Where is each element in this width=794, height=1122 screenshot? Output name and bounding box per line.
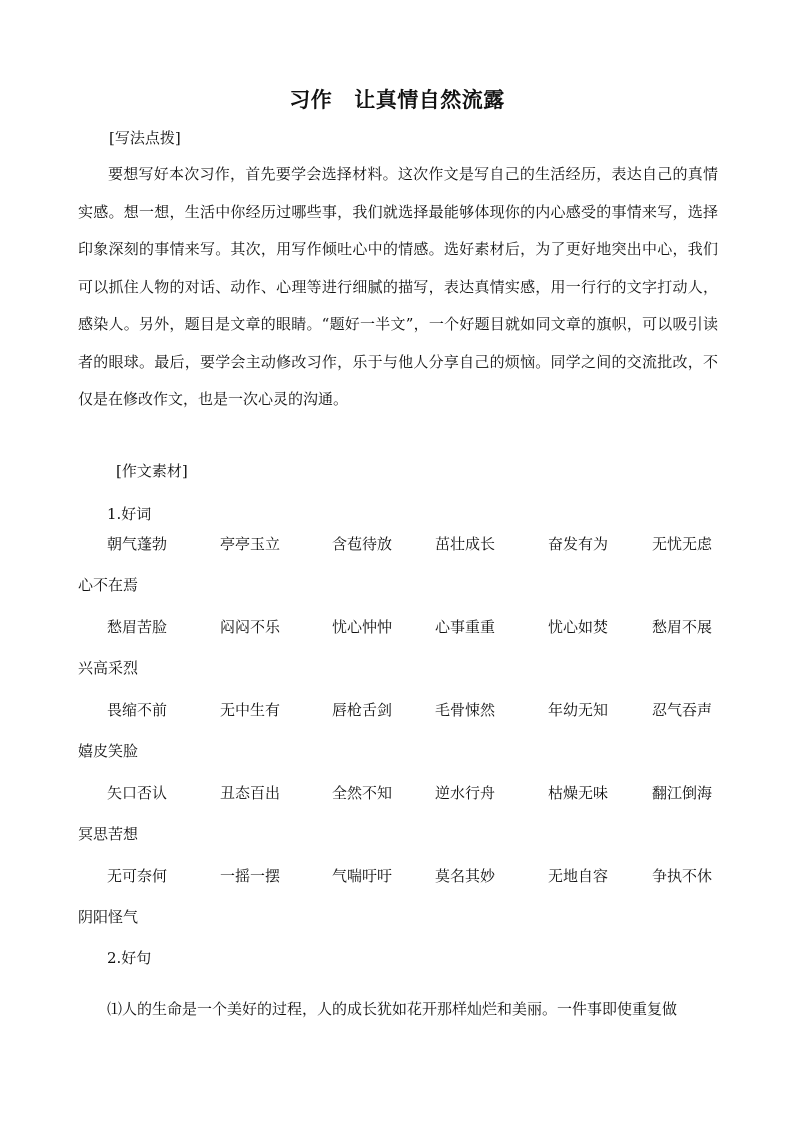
good-word: 亭亭玉立: [220, 535, 281, 553]
good-word: 无可奈何: [107, 867, 168, 885]
materials-heading: [作文素材]: [116, 462, 188, 480]
good-word: 愁眉苦脸: [107, 618, 168, 636]
word-row: [107, 782, 727, 804]
good-word: 争执不休: [652, 867, 713, 885]
word-row: [107, 699, 727, 721]
good-sentence: ⑴人的生命是一个美好的过程，人的成长犹如花开那样灿烂和美丽。一件事即使重复做: [107, 1000, 678, 1018]
good-word: 茁壮成长: [435, 535, 496, 553]
word-row: [107, 533, 727, 555]
good-word: 气喘吁吁: [332, 867, 393, 885]
good-word-wrapped: 心不在焉: [78, 576, 139, 594]
good-word: 矢口否认: [107, 784, 168, 802]
good-word-wrapped: 兴高采烈: [78, 659, 139, 677]
writing-tips-paragraph: 要想写好本次习作，首先要学会选择材料。这次作文是写自己的生活经历，表达自己的真情实感。想一想，生活中你经历过哪些事，我们就选择最能够体现你的内心感受的事情来写，选择印象深刻的事情来写。其次，用写作倾吐心中的情感。选好素材后，为了更好地突出中心，我们可以抓住人物的对话、动作、心理等进行细腻的描写，表达真情实感，用一行行的文字打动人，感染人。另外，题目是文章的眼睛。“题好一半文”，一个好题目就如同文章的旗帜，可以吸引读者的眼球。最后，要学会主动修改习作，乐于与他人分享自己的烦恼。同学之间的交流批改，不仅是在修改作文，也是一次心灵的沟通。: [78, 165, 718, 408]
page-title: [0, 84, 794, 114]
word-row: [107, 616, 727, 638]
good-word: 无忧无虑: [652, 535, 713, 553]
good-word: 年幼无知: [548, 701, 609, 719]
good-word: 含苞待放: [332, 535, 393, 553]
good-words-heading: 1.好词: [107, 505, 152, 523]
title-part-1: 习作: [289, 88, 333, 112]
good-word: 毛骨悚然: [435, 701, 496, 719]
good-word: 忧心忡忡: [332, 618, 393, 636]
good-word: 心事重重: [435, 618, 496, 636]
good-word: 愁眉不展: [652, 618, 713, 636]
good-word: 一摇一摆: [220, 867, 281, 885]
good-word: 逆水行舟: [435, 784, 496, 802]
good-word: 忍气吞声: [652, 701, 713, 719]
good-word: 畏缩不前: [107, 701, 168, 719]
title-part-2: 让真情自然流露: [354, 88, 505, 112]
good-word: 全然不知: [332, 784, 393, 802]
good-word: 闷闷不乐: [220, 618, 281, 636]
good-word: 枯燥无味: [548, 784, 609, 802]
good-word-wrapped: 冥思苦想: [78, 825, 139, 843]
good-word: 朝气蓬勃: [107, 535, 168, 553]
good-word: 唇枪舌剑: [332, 701, 393, 719]
good-word-wrapped: 嬉皮笑脸: [78, 742, 139, 760]
good-word: 忧心如焚: [548, 618, 609, 636]
writing-tips-heading: [写法点拨]: [109, 129, 181, 147]
good-word: 无中生有: [220, 701, 281, 719]
good-word: 奋发有为: [548, 535, 609, 553]
good-word: 无地自容: [548, 867, 609, 885]
good-word: 莫名其妙: [435, 867, 496, 885]
good-sentences-heading: 2.好句: [107, 949, 152, 967]
word-row: [107, 865, 727, 887]
good-word-wrapped: 阴阳怪气: [78, 908, 139, 926]
good-word: 丑态百出: [220, 784, 281, 802]
good-word: 翻江倒海: [652, 784, 713, 802]
